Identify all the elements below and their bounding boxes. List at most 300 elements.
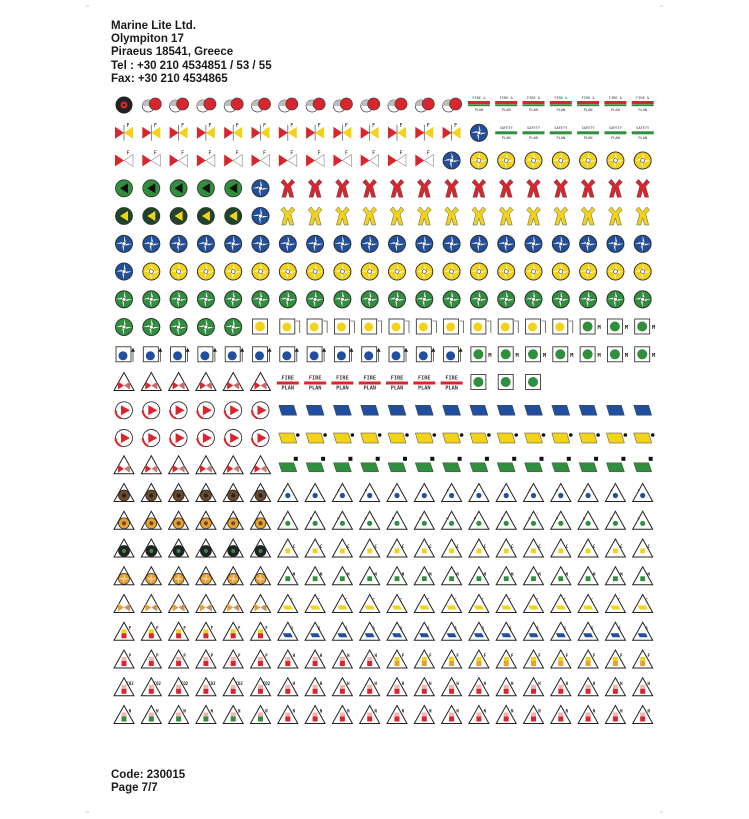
symbol-cell (608, 207, 622, 225)
symbol-cell (388, 123, 406, 141)
svg-text:A: A (282, 488, 285, 493)
symbol-cell (551, 484, 571, 502)
symbol-cell (143, 263, 160, 280)
svg-text:N: N (429, 708, 432, 714)
symbol-cell (551, 678, 571, 696)
symbol-cell (496, 706, 516, 724)
symbol-cell (197, 319, 214, 336)
symbol-cell (225, 347, 244, 362)
svg-text:PLAN: PLAN (529, 108, 538, 112)
symbol-cell (444, 347, 463, 362)
svg-text:F: F (290, 150, 294, 157)
symbol-cell (416, 235, 433, 252)
symbol-cell (416, 319, 436, 334)
symbol-cell (306, 151, 324, 167)
svg-text:H: H (555, 516, 558, 521)
symbol-cell (307, 263, 324, 280)
symbol-cell (551, 595, 571, 613)
symbol-cell (441, 376, 463, 392)
symbol-cell (334, 235, 351, 252)
svg-text:F: F (592, 653, 596, 658)
symbol-cell (633, 622, 653, 640)
svg-text:H: H (456, 680, 459, 686)
symbol-cell (280, 319, 300, 334)
symbol-cell (499, 179, 513, 197)
symbol-cell (170, 123, 188, 141)
symbol-cell (169, 650, 189, 668)
symbol-cell (143, 291, 160, 308)
symbol-cell (197, 291, 214, 308)
symbol-cell (277, 376, 299, 392)
symbol-cell (607, 263, 624, 280)
svg-text:F: F (483, 653, 487, 658)
svg-text:N: N (401, 708, 405, 714)
symbol-cell (636, 179, 650, 197)
symbol-cell (169, 456, 189, 474)
svg-text:H: H (347, 680, 350, 686)
svg-text:F: F (510, 653, 514, 658)
symbol-cell (169, 539, 189, 557)
svg-text:PLAN: PLAN (474, 108, 484, 112)
symbol-cell (413, 376, 435, 392)
svg-text:N: N (620, 708, 623, 714)
svg-text:F: F (208, 122, 212, 129)
symbol-cell (581, 179, 595, 197)
symbol-cell (387, 622, 407, 640)
symbol-cell (308, 179, 322, 197)
svg-text:A: A (618, 625, 621, 631)
svg-text:P: P (156, 653, 159, 658)
svg-text:M: M (624, 352, 629, 359)
company-fax: Fax: +30 210 4534865 (111, 72, 228, 85)
symbol-cell (414, 567, 434, 585)
svg-text:C: C (429, 544, 432, 549)
symbol-cell (141, 373, 161, 391)
symbol-cell (306, 98, 325, 112)
symbol-cell (634, 235, 651, 252)
symbol-cell (414, 484, 434, 502)
svg-text:N: N (538, 708, 541, 714)
svg-text:M: M (347, 571, 350, 577)
svg-text:FIRE &: FIRE & (608, 96, 622, 100)
svg-text:PLAN: PLAN (501, 108, 511, 112)
svg-text:FIRE &: FIRE & (499, 96, 513, 100)
company-name: Marine Lite Ltd. (111, 20, 196, 32)
svg-text:PLAN: PLAN (583, 135, 593, 140)
symbol-cell (225, 319, 242, 336)
svg-text:PLAN: PLAN (556, 108, 566, 112)
svg-text:F: F (456, 653, 459, 658)
symbol-cell (417, 179, 431, 197)
symbol-cell (607, 347, 628, 362)
symbol-cell (251, 706, 271, 724)
symbol-cell (169, 622, 189, 640)
symbol-cell (332, 567, 352, 585)
svg-text:M: M (620, 571, 623, 577)
symbol-cell (524, 511, 544, 529)
symbol-cell (635, 347, 656, 362)
symbol-cell (223, 539, 243, 557)
symbol-cell (443, 433, 464, 443)
svg-text:PLAN: PLAN (336, 385, 349, 392)
svg-text:C: C (292, 544, 296, 549)
symbol-cell (387, 511, 407, 529)
symbol-cell (223, 456, 243, 474)
symbol-cell (332, 539, 352, 557)
symbol-cell (197, 430, 214, 447)
symbol-cell (414, 678, 434, 696)
svg-text:M: M (292, 571, 296, 577)
svg-text:FIRE &: FIRE & (636, 96, 650, 100)
symbol-cell (417, 207, 431, 225)
symbol-cell (389, 291, 406, 308)
symbol-cell (442, 595, 462, 613)
symbol-cell (251, 678, 271, 696)
symbol-cell (606, 433, 627, 443)
svg-text:F: F (401, 653, 405, 658)
symbol-cell (469, 595, 489, 613)
symbol-cell (387, 706, 407, 724)
svg-text:C: C (427, 597, 430, 603)
svg-text:PLAN: PLAN (638, 108, 648, 112)
symbol-cell (114, 567, 134, 585)
svg-text:FIRE &: FIRE & (581, 96, 595, 100)
symbol-cell (278, 622, 298, 640)
symbol-cell (414, 650, 434, 668)
svg-text:CO2: CO2 (262, 680, 271, 686)
symbol-cell (225, 208, 242, 225)
symbol-cell (197, 98, 216, 112)
symbol-cell (332, 595, 352, 613)
symbol-cell (361, 457, 380, 472)
symbol-cell (580, 347, 601, 362)
symbol-cell (526, 319, 546, 334)
svg-text:H: H (374, 653, 377, 658)
symbol-cell (116, 180, 133, 197)
symbol-cell (143, 402, 160, 419)
svg-text:P: P (210, 653, 214, 658)
symbol-cell (580, 319, 601, 334)
symbol-cell (498, 375, 513, 390)
symbol-cell (443, 235, 460, 252)
symbol-cell (444, 319, 464, 334)
svg-text:H: H (510, 680, 514, 686)
symbol-cell (335, 207, 349, 225)
symbol-cell (442, 706, 462, 724)
symbol-cell (141, 484, 161, 502)
symbol-cell (633, 567, 653, 585)
symbol-cell (225, 402, 242, 419)
symbol-cell (551, 539, 571, 557)
svg-text:SAFETY: SAFETY (581, 125, 595, 130)
symbol-cell (361, 433, 382, 443)
symbol-cell (636, 207, 650, 225)
symbol-cell (554, 207, 568, 225)
svg-text:N: N (156, 708, 159, 714)
symbol-cell (196, 595, 216, 613)
svg-text:M: M (488, 352, 492, 359)
symbol-cell (197, 208, 214, 225)
symbol-cell (414, 622, 434, 640)
symbol-cell (225, 263, 242, 280)
svg-text:C: C (399, 597, 403, 603)
svg-text:C: C (538, 544, 541, 549)
symbol-cell (197, 151, 215, 167)
symbol-cell (416, 263, 433, 280)
symbol-cell (278, 511, 298, 529)
symbol-cell (607, 291, 624, 308)
symbol-cell (278, 595, 298, 613)
symbol-cell (442, 622, 462, 640)
symbol-cell (223, 511, 243, 529)
symbol-cell (445, 179, 459, 197)
symbol-cell (605, 595, 625, 613)
symbol-cell (552, 405, 570, 415)
svg-text:FIRE: FIRE (363, 375, 376, 382)
svg-text:C: C (565, 544, 569, 549)
svg-text:H: H (429, 680, 432, 686)
symbol-cell (469, 567, 489, 585)
svg-text:FIRE: FIRE (418, 375, 431, 382)
symbol-cell (306, 433, 327, 443)
symbol-cell (604, 96, 626, 112)
symbol-cell (469, 484, 489, 502)
symbol-cell (578, 706, 598, 724)
page-footer (111, 769, 185, 795)
svg-text:PLAN: PLAN (390, 385, 404, 392)
symbol-cell (496, 539, 516, 557)
symbol-cell (305, 650, 325, 668)
symbol-cell (552, 235, 569, 252)
symbol-cell (633, 539, 653, 557)
symbol-cell (114, 650, 134, 668)
symbol-cell (332, 706, 352, 724)
symbol-cell (143, 208, 160, 225)
svg-text:H: H (391, 516, 395, 521)
svg-text:F: F (183, 625, 186, 631)
symbol-cell (225, 235, 242, 252)
svg-text:M: M (597, 325, 601, 331)
symbol-cell (551, 706, 571, 724)
symbol-cell (578, 595, 598, 613)
symbol-cell (279, 433, 300, 443)
symbol-cell (496, 622, 516, 640)
svg-text:FIRE: FIRE (308, 375, 322, 382)
symbol-cell (196, 456, 216, 474)
symbol-cell (468, 96, 490, 112)
symbol-cell (526, 347, 547, 362)
symbol-cell (469, 622, 489, 640)
svg-text:M: M (652, 325, 656, 331)
symbol-cell (497, 405, 515, 415)
symbol-cell (197, 180, 214, 197)
symbol-cell (334, 319, 354, 334)
symbol-cell (253, 347, 272, 362)
symbol-cell (578, 511, 598, 529)
svg-text:PLAN: PLAN (445, 385, 458, 392)
svg-text:A: A (645, 625, 648, 631)
svg-text:A: A (317, 625, 321, 631)
symbol-cell (278, 706, 298, 724)
symbol-cell (169, 567, 189, 585)
symbol-cell (141, 650, 161, 668)
symbol-cell (469, 511, 489, 529)
svg-text:N: N (374, 708, 377, 714)
symbol-cell (252, 123, 270, 141)
svg-text:M: M (624, 325, 629, 331)
symbol-cell (169, 706, 189, 724)
svg-text:PLAN: PLAN (529, 135, 538, 140)
svg-text:CO2: CO2 (208, 680, 216, 686)
symbol-cell (578, 567, 598, 585)
svg-text:M: M (374, 571, 377, 577)
symbol-cell (305, 567, 325, 585)
svg-text:A: A (610, 488, 613, 493)
symbol-cell (362, 319, 382, 334)
symbol-cell (279, 151, 297, 167)
symbol-cell (143, 235, 160, 252)
symbol-cell (252, 180, 269, 197)
symbol-cell (605, 706, 625, 724)
svg-text:F: F (426, 150, 430, 157)
svg-text:SAFETY: SAFETY (499, 125, 513, 130)
symbol-cell (279, 405, 297, 415)
symbol-cell (307, 347, 326, 362)
company-city: Piraeus 18541, Greece (111, 46, 234, 59)
symbol-cell (333, 433, 354, 443)
symbol-cell (196, 706, 216, 724)
symbol-cell (634, 152, 651, 169)
symbol-cell (578, 650, 598, 668)
symbol-cell (223, 706, 243, 724)
symbol-cell (114, 622, 134, 640)
symbol-cell (607, 235, 624, 252)
symbol-cell (305, 706, 325, 724)
symbol-cell (142, 98, 161, 112)
svg-text:FIRE: FIRE (336, 375, 349, 382)
symbol-cell (115, 151, 133, 167)
symbol-cell (388, 405, 406, 415)
svg-text:A: A (583, 488, 586, 493)
svg-text:PLAN: PLAN (611, 135, 620, 140)
svg-text:P: P (237, 653, 241, 658)
symbol-cell (388, 98, 407, 112)
symbol-cell (332, 484, 352, 502)
symbol-cell (578, 539, 598, 557)
symbol-cell (469, 706, 489, 724)
svg-text:F: F (237, 625, 241, 631)
symbol-cell (251, 373, 271, 391)
svg-text:H: H (446, 516, 449, 521)
symbol-cell (497, 457, 516, 472)
symbol-cell (524, 622, 544, 640)
symbol-cell (498, 152, 515, 169)
symbol-cell (470, 433, 491, 443)
symbol-cell (633, 650, 653, 668)
symbol-cell (334, 263, 351, 280)
symbol-cell (633, 595, 653, 613)
symbol-cell (525, 263, 542, 280)
symbol-cell (471, 375, 486, 390)
svg-text:C: C (456, 544, 459, 549)
symbol-cell (141, 678, 161, 696)
symbol-cell (334, 291, 351, 308)
symbol-cell (305, 511, 325, 529)
symbol-cell (470, 263, 487, 280)
symbol-cell (469, 539, 489, 557)
symbol-cell (552, 291, 569, 308)
symbol-cell (143, 347, 162, 362)
symbol-cell (278, 650, 298, 668)
symbol-cell (143, 319, 160, 336)
symbol-cell (197, 402, 214, 419)
symbol-cell (279, 98, 298, 112)
svg-text:H: H (501, 516, 504, 521)
symbol-cell (552, 433, 573, 443)
svg-text:H: H (473, 516, 476, 521)
svg-text:N: N (456, 708, 459, 714)
symbol-cell (362, 347, 381, 362)
symbol-cell (415, 405, 433, 415)
svg-text:H: H (310, 516, 313, 521)
symbol-cell (550, 126, 572, 140)
symbol-cell (281, 207, 295, 225)
symbol-cell (553, 347, 574, 362)
svg-text:H: H (528, 516, 531, 521)
symbol-cell (170, 98, 189, 112)
symbol-cell (141, 706, 161, 724)
symbol-cell (114, 484, 134, 502)
svg-text:A: A (427, 625, 430, 631)
symbol-cell (278, 484, 298, 502)
svg-text:PLAN: PLAN (418, 385, 431, 392)
symbol-cell (169, 678, 189, 696)
symbol-cell (279, 235, 296, 252)
svg-text:P: P (265, 653, 268, 658)
symbol-cell (527, 179, 541, 197)
svg-text:F: F (538, 653, 541, 658)
svg-text:F: F (344, 150, 348, 157)
symbol-cell (580, 235, 597, 252)
svg-text:F: F (235, 122, 239, 129)
symbol-cell (471, 319, 491, 334)
symbol-cell (251, 595, 271, 613)
symbol-cell (114, 706, 134, 724)
symbol-cell (331, 376, 353, 392)
svg-text:C: C (647, 544, 650, 549)
symbol-cell (223, 595, 243, 613)
svg-text:A: A (528, 488, 531, 493)
symbol-cell (307, 291, 324, 308)
symbol-cell (578, 678, 598, 696)
symbol-cell (360, 511, 380, 529)
symbol-cell (525, 457, 544, 472)
symbol-cell (551, 567, 571, 585)
symbol-cell (633, 511, 653, 529)
svg-text:SAFETY: SAFETY (554, 125, 568, 130)
symbol-cell (143, 180, 160, 197)
svg-text:C: C (592, 544, 596, 549)
symbol-cell (252, 263, 269, 280)
symbol-cell (580, 291, 597, 308)
symbol-cell (305, 678, 325, 696)
symbol-cell (578, 622, 598, 640)
symbol-cell (252, 430, 269, 447)
symbol-cell (360, 567, 380, 585)
symbol-cell (442, 650, 462, 668)
symbol-cell (223, 484, 243, 502)
symbol-cell (307, 319, 327, 334)
